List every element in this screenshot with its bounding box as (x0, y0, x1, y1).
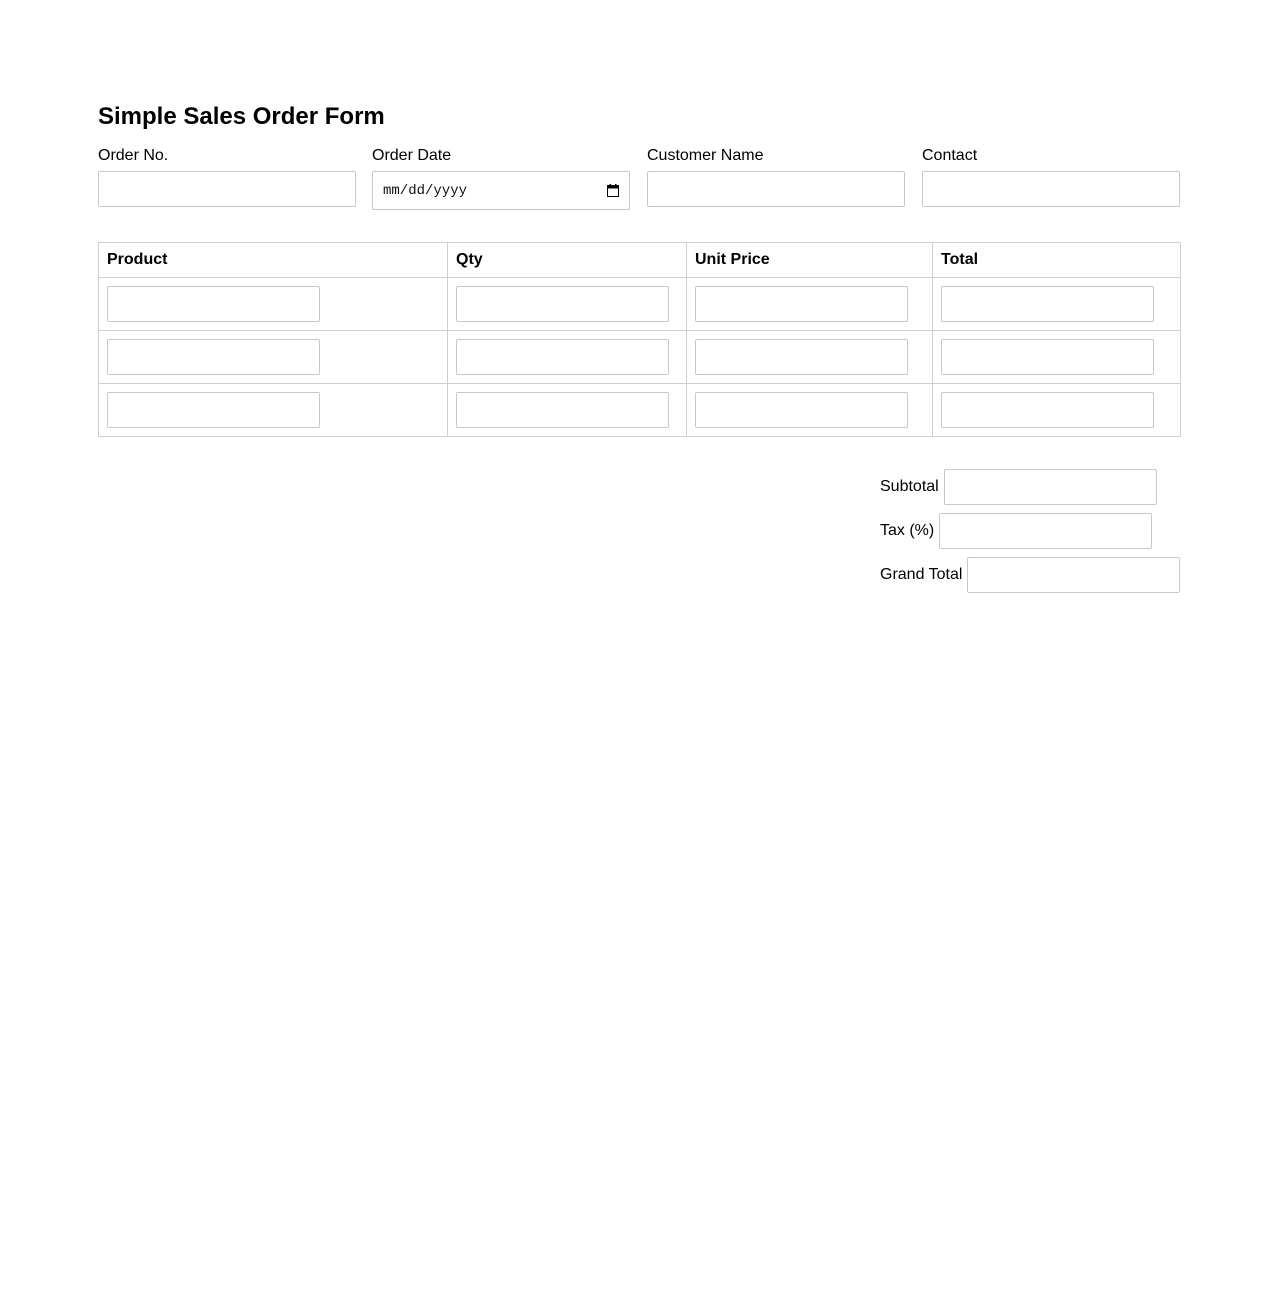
column-header-qty: Qty (448, 243, 687, 278)
order-items-table (98, 242, 1181, 437)
order-no-input[interactable] (98, 171, 356, 207)
tax-input[interactable] (939, 513, 1152, 549)
grand-total-label: Grand Total (880, 566, 963, 583)
order-date-label: Order Date (372, 147, 452, 164)
table-row (99, 331, 1181, 384)
column-header-total: Total (933, 243, 1181, 278)
order-date-placeholder: mm/dd/yyyy (383, 182, 468, 199)
grand-total-row (880, 557, 1180, 593)
order-date-field (372, 146, 630, 210)
unit-price-cell (687, 278, 933, 331)
product-input[interactable] (107, 286, 320, 322)
qty-cell (448, 331, 687, 384)
total-cell (933, 331, 1181, 384)
order-date-input[interactable] (372, 171, 630, 210)
total-cell (933, 278, 1181, 331)
total-input[interactable] (941, 339, 1154, 375)
column-header-product: Product (99, 243, 448, 278)
contact-input[interactable] (922, 171, 1180, 207)
unit-price-input[interactable] (695, 392, 908, 428)
contact-field (922, 146, 1180, 207)
grand-total-input[interactable] (967, 557, 1180, 593)
product-cell (99, 384, 448, 437)
qty-cell (448, 278, 687, 331)
table-row (99, 278, 1181, 331)
total-input[interactable] (941, 286, 1154, 322)
total-input[interactable] (941, 392, 1154, 428)
qty-input[interactable] (456, 339, 669, 375)
subtotal-label: Subtotal (880, 478, 939, 495)
customer-name-field (647, 146, 905, 207)
contact-label: Contact (922, 147, 978, 164)
column-header-unit-price: Unit Price (687, 243, 933, 278)
unit-price-cell (687, 331, 933, 384)
customer-name-input[interactable] (647, 171, 905, 207)
product-cell (99, 278, 448, 331)
tax-label: Tax (%) (880, 522, 935, 539)
order-summary (880, 469, 1180, 601)
tax-row (880, 513, 1180, 549)
calendar-icon[interactable] (607, 184, 619, 197)
order-no-field (98, 146, 356, 207)
table-header-row (99, 243, 1181, 278)
customer-name-label: Customer Name (647, 147, 764, 164)
qty-cell (448, 384, 687, 437)
product-cell (99, 331, 448, 384)
product-input[interactable] (107, 392, 320, 428)
total-cell (933, 384, 1181, 437)
table-row (99, 384, 1181, 437)
unit-price-cell (687, 384, 933, 437)
product-input[interactable] (107, 339, 320, 375)
order-no-label: Order No. (98, 147, 169, 164)
unit-price-input[interactable] (695, 339, 908, 375)
page-title: Simple Sales Order Form (98, 103, 385, 130)
unit-price-input[interactable] (695, 286, 908, 322)
qty-input[interactable] (456, 392, 669, 428)
subtotal-row (880, 469, 1180, 505)
qty-input[interactable] (456, 286, 669, 322)
subtotal-input[interactable] (944, 469, 1157, 505)
